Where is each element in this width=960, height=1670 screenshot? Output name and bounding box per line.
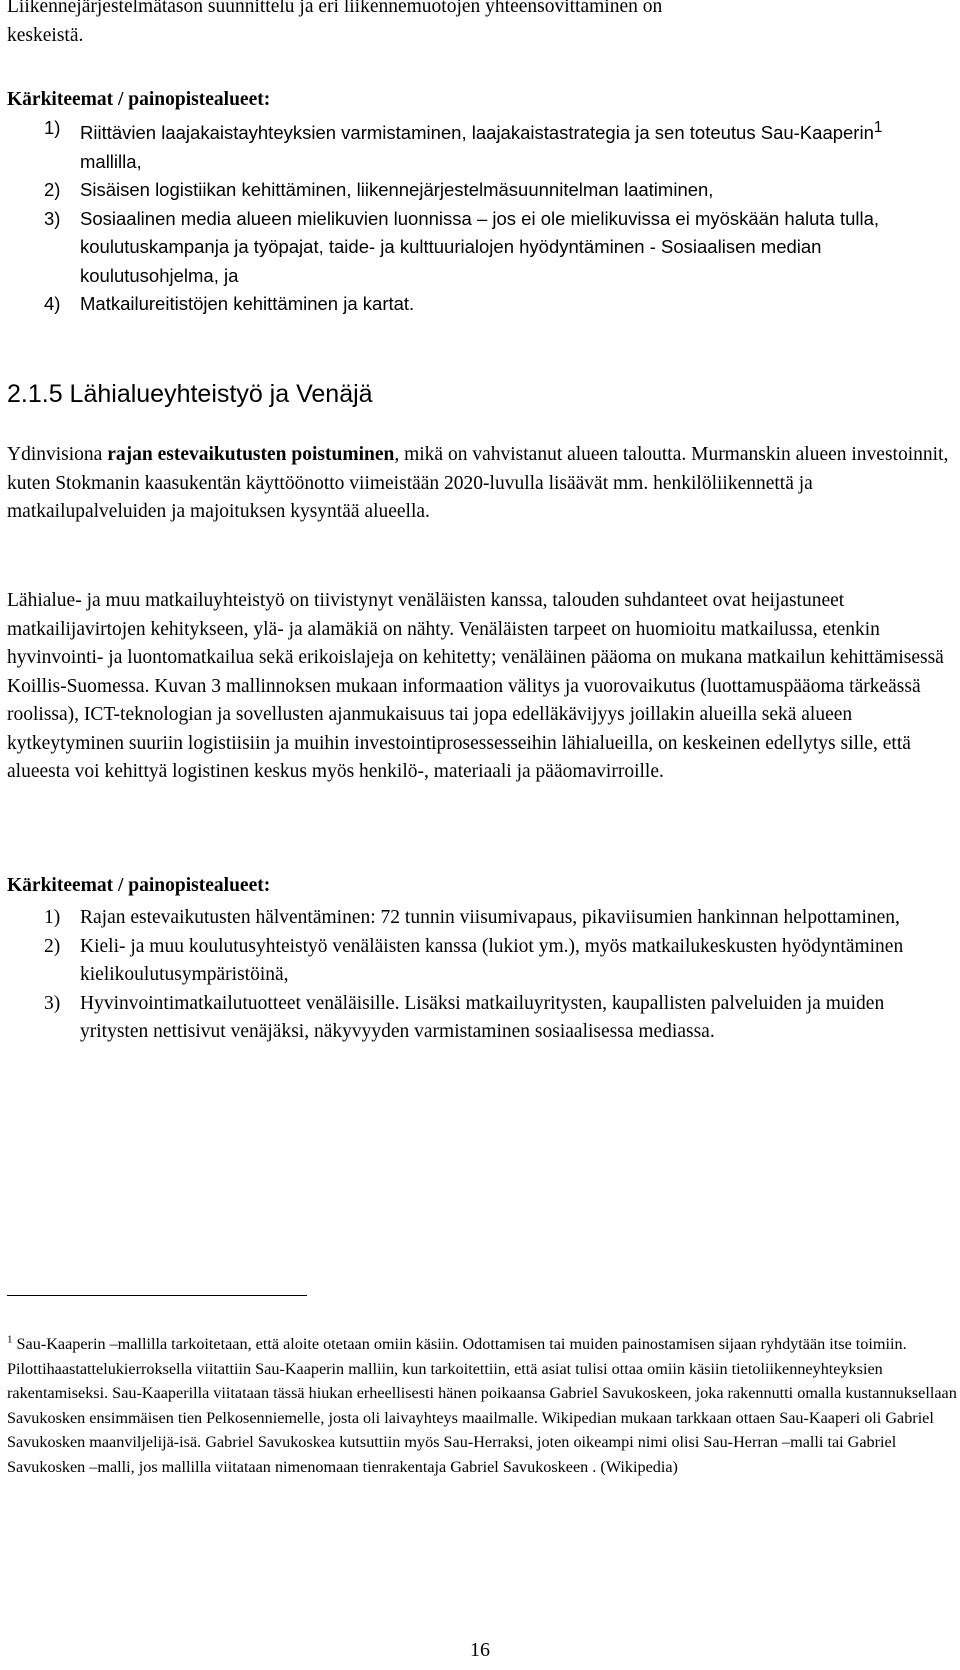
list-item — [44, 176, 944, 205]
section1-heading: Kärkiteemat / painopistealueet: — [7, 89, 271, 110]
list-item — [44, 904, 944, 933]
list-item — [44, 290, 944, 319]
list-item-number: 1) — [44, 117, 61, 138]
section2-list — [44, 904, 944, 1047]
list-item — [44, 990, 944, 1047]
section-heading: 2.1.5 Lähialueyhteistyö ja Venäjä — [7, 380, 373, 408]
list-item-number: 4) — [44, 293, 61, 315]
list-item — [44, 114, 944, 176]
footnote — [7, 1332, 957, 1479]
paragraph-text-continued: , mikä on vahvistanut alueen taloutta. Murmanskin alueen investoinnit, kuten Stokmanin kaasukentän käyttöönotto viimeistään 2020-luvulla lisäävät mm. henkilöliikennettä ja matkailupalveluiden ja majoituksen kysyntää alueella. — [7, 444, 949, 522]
footnote-marker: 1 — [7, 1333, 13, 1346]
footnote-reference[interactable]: 1 — [873, 119, 883, 136]
list-item-text: Hyvinvointimatkailutuotteet venäläisille. Lisäksi matkailuyritysten, kaupallisten palveluiden ja muiden yritysten nettisivut venäjäksi, näkyvyyden varmistaminen sosiaalisessa mediassa. — [80, 992, 885, 1042]
list-item-text: Sosiaalinen media alueen mielikuvien luonnissa – jos ei ole mielikuvissa ei myöskään haluta tulla, koulutuskampanja ja työpajat, taide- ja kulttuurialojen hyödyntäminen - Sosiaalisen median koulutusohjelma, ja — [80, 207, 880, 286]
paragraph-emphasis: rajan estevaikutusten poistuminen — [107, 444, 395, 465]
list-item-text-continued: mallilla, — [80, 150, 142, 172]
list-item-text: Matkailureitistöjen kehittäminen ja kartat. — [80, 293, 415, 315]
list-item — [44, 205, 944, 291]
list-item-number: 3) — [44, 992, 61, 1014]
list-item-number: 2) — [44, 935, 61, 957]
paragraph-cooperation: Lähialue- ja muu matkailuyhteistyö on tiivistynyt venäläisten kanssa, talouden suhdanteet ovat heijastuneet matkailijavirtojen kehitykseen, ylä- ja alamäkiä on nähty. Venäläisten tarpeet on huomioitu matkailussa, etenkin hyvinvointi- ja luontomatkailua sekä erikoislajeja on kehitetty; venäläinen pääoma on mukana matkailun kehittämisessä Koillis-Suomessa. Kuvan 3 mallinnoksen mukaan informaation välitys ja vuorovaikutus (luottamuspääoma tärkeässä roolissa), ICT-teknologian ja sovellusten ajanmukaisuus tai jopa edelläkävijyys joillakin alueilla sekä alueen kytkeytyminen suuriin logistiisiin ja muihin investointiprosessesseihin lähialueilla, on keskeinen edellytys sille, että alueesta voi kehittyä logistinen keskus myös henkilö-, materiaali ja pääomavirroille. — [7, 590, 944, 782]
list-item-number: 3) — [44, 207, 61, 229]
list-item-number: 1) — [44, 907, 61, 928]
paragraph-text: Ydinvisiona — [7, 444, 108, 465]
intro-line-2: keskeistä. — [7, 24, 84, 46]
intro-paragraph — [7, 0, 952, 50]
footnote-separator — [7, 1295, 307, 1296]
list-item-text: Kieli- ja muu koulutusyhteistyö venäläisten kanssa (lukiot ym.), myös matkailukeskusten hyödyntäminen kielikoulutusympäristöinä, — [80, 935, 904, 985]
list-item-text: Riittävien laajakaistayhteyksien varmistaminen, laajakaistastrategia ja sen toteutus Sau-Kaaperin — [80, 122, 874, 144]
footnote-text: Sau-Kaaperin –mallilla tarkoitetaan, että aloite otetaan omiin käsiin. Odottamisen tai muiden painostamisen sijaan ryhdytään itse toimiin. Pilottihaastattelukierroksella viitattiin Sau-Kaaperin malliin, kun tarkoitettiin, että asiat tulisi ottaa omiin käsiin tietoliikenneyhteyksien rakentamiseksi. Sau-Kaaperilla viitataan tässä hiukan erheellisesti hänen poikaansa Gabriel Savukoskeen, joka rakennutti omalla kustannuksellaan Savukosken ensimmäisen tien Pelkosenniemelle, josta oli laivayhteys maailmalle. Wikipedian mukaan tarkkaan ottaen Sau-Kaaperi oli Gabriel Savukosken maanviljelijä-isä. Gabriel Savukoskea kutsuttiin myös Sau-Herraksi, joten oikeampi nimi olisi Sau-Herran –malli tai Gabriel Savukosken –malli, jos mallilla viitataan nimenomaan tienrakentaja Gabriel Savukoskeen . (Wikipedia) — [7, 1335, 957, 1476]
list-item-text: Rajan estevaikutusten hälventäminen: 72 tunnin viisumivapaus, pikaviisumien hankinnan helpottaminen, — [80, 907, 900, 928]
page-number: 16 — [470, 1639, 490, 1661]
paragraph-vision — [7, 441, 952, 527]
list-item-number: 2) — [44, 179, 61, 201]
section2-heading: Kärkiteemat / painopistealueet: — [7, 875, 271, 896]
section1-list — [44, 114, 944, 319]
list-item-text: Sisäisen logistiikan kehittäminen, liikennejärjestelmäsuunnitelman laatiminen, — [80, 179, 714, 201]
list-item — [44, 933, 944, 990]
intro-line-1: Liikennejärjestelmätason suunnittelu ja eri liikennemuotojen yhteensovittaminen on — [7, 0, 663, 17]
